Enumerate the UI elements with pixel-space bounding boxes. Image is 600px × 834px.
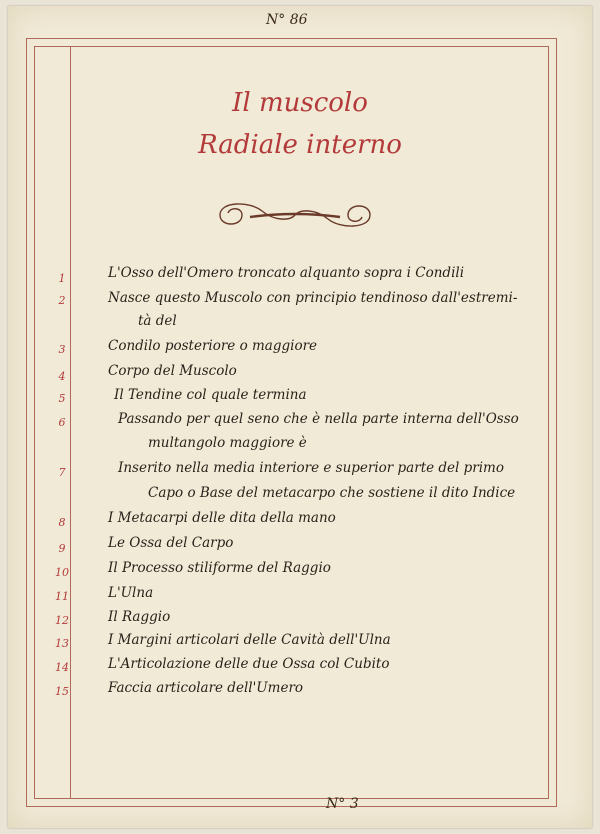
- entry-number: 1: [58, 272, 66, 285]
- entry-number: 13: [55, 637, 69, 650]
- entry-number: 3: [58, 343, 66, 356]
- entry-text-line: Nasce questo Muscolo con principio tendinoso dall'estremi-: [108, 290, 518, 306]
- entry-text-line: Corpo del Muscolo: [108, 363, 237, 379]
- entry-text-line: Condilo posteriore o maggiore: [108, 338, 318, 354]
- entry-number: 15: [55, 685, 69, 698]
- entry-number: 4: [58, 370, 66, 383]
- entry-text-line: Il Tendine col quale termina: [114, 387, 307, 403]
- entry-text-line: multangolo maggiore è: [148, 435, 307, 451]
- flourish-ornament: [210, 195, 380, 235]
- entry-number: 6: [58, 416, 66, 429]
- entry-text-line: Capo o Base del metacarpo che sostiene il dito Indice: [148, 485, 516, 501]
- entry-number: 12: [55, 614, 69, 627]
- entry-number: 11: [55, 590, 69, 603]
- entry-text-line: Le Ossa del Carpo: [108, 535, 234, 551]
- folio-number-bottom: N° 3: [326, 796, 359, 812]
- title-line-2: Radiale interno: [198, 130, 402, 160]
- entry-number: 5: [58, 392, 66, 405]
- title-line-1: Il muscolo: [232, 88, 368, 118]
- entry-number: 9: [58, 542, 66, 555]
- entry-number: 2: [58, 294, 66, 307]
- entry-text-line: I Metacarpi delle dita della mano: [108, 510, 336, 526]
- entry-text-line: Faccia articolare dell'Umero: [108, 680, 304, 696]
- entry-text-line: tà del: [138, 313, 177, 329]
- entry-text-line: Il Processo stiliforme del Raggio: [108, 560, 331, 576]
- folio-number-top: N° 86: [266, 12, 308, 28]
- entry-number: 14: [55, 661, 69, 674]
- entry-text-line: L'Osso dell'Omero troncato alquanto sopra i Condili: [108, 265, 465, 281]
- entry-number: 10: [55, 566, 69, 579]
- entry-text-line: Passando per quel seno che è nella parte interna dell'Osso: [118, 411, 519, 427]
- entry-text-line: L'Ulna: [108, 585, 154, 601]
- entry-text-line: I Margini articolari delle Cavità dell'Ulna: [108, 632, 391, 648]
- entry-text-line: Il Raggio: [108, 609, 171, 625]
- entry-text-line: Inserito nella media interiore e superior parte del primo: [118, 460, 504, 476]
- entry-number: 7: [58, 466, 66, 479]
- entry-number: 8: [58, 516, 66, 529]
- entry-text-line: L'Articolazione delle due Ossa col Cubito: [108, 656, 390, 672]
